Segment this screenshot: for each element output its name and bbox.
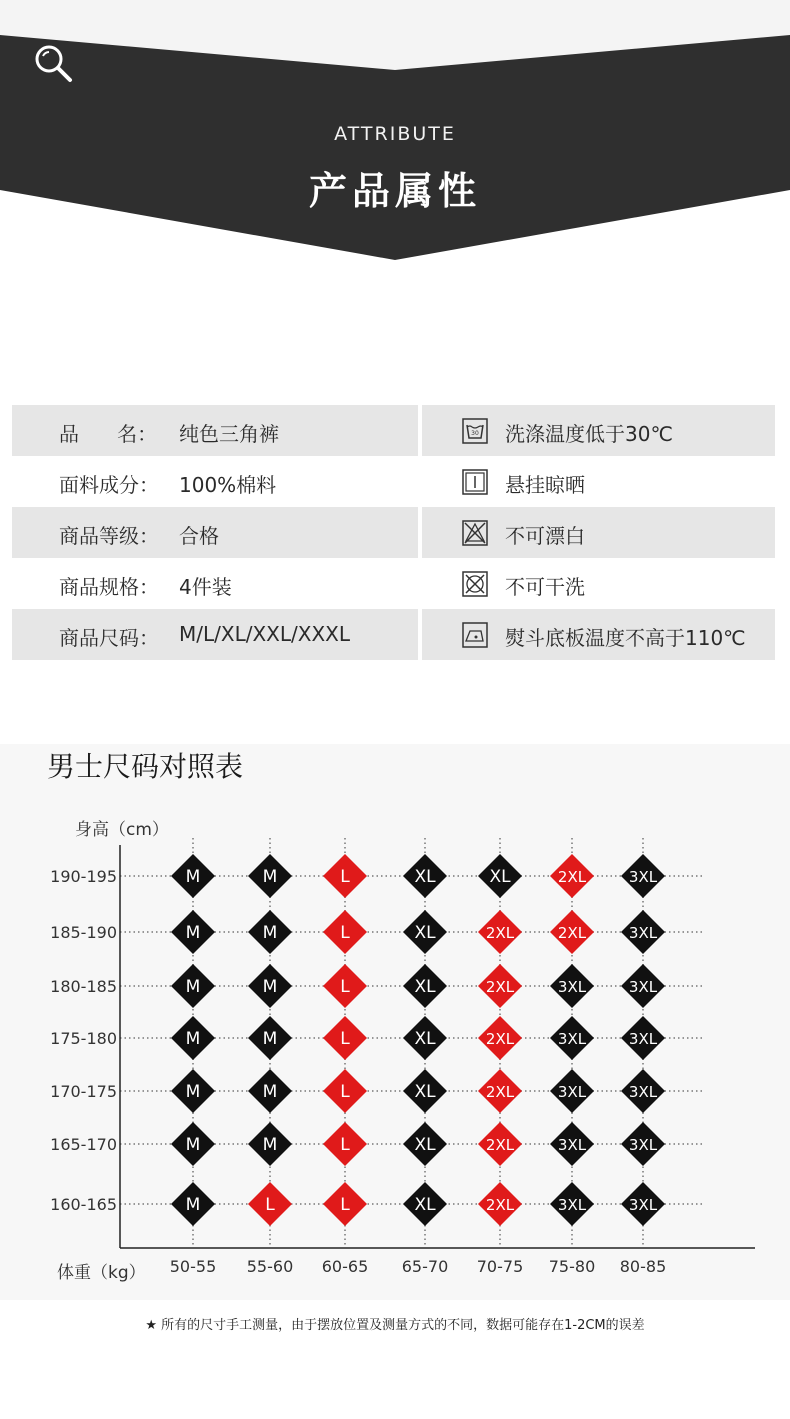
size-label: XL <box>414 1195 436 1215</box>
size-label: L <box>340 867 350 887</box>
measurement-footnote: ★ 所有的尺寸手工测量，由于摆放位置及测量方式的不同，数据可能存在1-2CM的误差 <box>145 1318 645 1333</box>
x-axis-label: 体重（kg） <box>57 1263 146 1283</box>
size-label: M <box>185 1195 201 1215</box>
size-label: M <box>262 923 278 943</box>
attribute-title-cn: 产品属性 <box>308 169 481 213</box>
attribute-row <box>12 609 775 660</box>
size-label: 3XL <box>628 1196 658 1214</box>
attribute-row <box>12 456 775 507</box>
iron-110-icon <box>462 622 488 648</box>
attribute-label: 品 名： <box>59 422 158 446</box>
attribute-value: 4件装 <box>179 575 232 599</box>
attribute-cell <box>12 405 418 456</box>
size-label: L <box>340 1082 350 1102</box>
size-label: 3XL <box>628 868 658 886</box>
attribute-value: 合格 <box>179 524 219 548</box>
care-text: 不可干洗 <box>505 575 585 599</box>
size-label: 2XL <box>485 924 515 942</box>
no-dry-clean-icon <box>462 571 488 597</box>
size-label: L <box>340 977 350 997</box>
attribute-value: 纯色三角裤 <box>179 422 279 446</box>
size-label: M <box>262 867 278 887</box>
attribute-cell <box>12 558 418 609</box>
size-label: L <box>340 1135 350 1155</box>
size-label: 2XL <box>557 924 587 942</box>
size-label: M <box>185 867 201 887</box>
size-label: L <box>340 923 350 943</box>
size-label: 2XL <box>485 1136 515 1154</box>
size-label: XL <box>414 1082 436 1102</box>
size-label: XL <box>414 1135 436 1155</box>
size-label: L <box>340 1029 350 1049</box>
weight-tick-label: 60-65 <box>321 1257 369 1276</box>
size-label: M <box>262 977 278 997</box>
size-label: M <box>185 923 201 943</box>
attribute-value: M/L/XL/XXL/XXXL <box>179 622 350 646</box>
attribute-cell <box>12 456 418 507</box>
weight-tick-label: 55-60 <box>246 1257 294 1276</box>
size-label: L <box>340 1195 350 1215</box>
wash-30-icon <box>462 418 488 444</box>
size-label: 3XL <box>628 978 658 996</box>
size-label: M <box>185 1029 201 1049</box>
size-label: M <box>185 1082 201 1102</box>
care-cell <box>422 507 775 558</box>
attribute-label: 面料成分： <box>59 473 159 497</box>
size-label: XL <box>414 1029 436 1049</box>
size-label: M <box>185 1135 201 1155</box>
attribute-row <box>12 558 775 609</box>
size-label: M <box>262 1082 278 1102</box>
size-label: 2XL <box>557 868 587 886</box>
attribute-row <box>12 507 775 558</box>
height-tick-label: 160-165 <box>50 1195 117 1214</box>
size-label: M <box>262 1135 278 1155</box>
care-text: 悬挂晾晒 <box>505 473 585 497</box>
height-tick-label: 190-195 <box>50 867 117 886</box>
weight-tick-label: 70-75 <box>476 1257 524 1276</box>
attribute-title-en: ATTRIBUTE <box>334 123 456 145</box>
size-label: 2XL <box>485 978 515 996</box>
size-label: 3XL <box>557 1196 587 1214</box>
height-tick-label: 180-185 <box>50 977 117 996</box>
size-label: M <box>185 977 201 997</box>
care-cell <box>422 405 775 456</box>
height-tick-label: 185-190 <box>50 923 117 942</box>
care-text: 不可漂白 <box>505 524 585 548</box>
size-label: 2XL <box>485 1030 515 1048</box>
size-label: XL <box>414 923 436 943</box>
attribute-row <box>12 405 775 456</box>
attribute-label: 商品尺码： <box>59 626 159 650</box>
care-text: 熨斗底板温度不高于110℃ <box>505 626 746 650</box>
size-label: 3XL <box>628 924 658 942</box>
height-tick-label: 175-180 <box>50 1029 117 1048</box>
attribute-cell <box>12 609 418 660</box>
size-label: 3XL <box>557 978 587 996</box>
search-icon[interactable] <box>32 42 76 86</box>
height-tick-label: 165-170 <box>50 1135 117 1154</box>
attribute-label: 商品等级： <box>59 524 159 548</box>
size-label: 3XL <box>557 1136 587 1154</box>
size-label: 2XL <box>485 1196 515 1214</box>
size-label: XL <box>489 867 511 887</box>
size-label: XL <box>414 977 436 997</box>
no-bleach-icon <box>462 520 488 546</box>
weight-tick-label: 50-55 <box>169 1257 217 1276</box>
size-label: 3XL <box>628 1083 658 1101</box>
size-label: M <box>262 1029 278 1049</box>
care-text: 洗涤温度低于30℃ <box>505 422 673 446</box>
care-cell <box>422 609 775 660</box>
size-chart <box>0 800 790 1300</box>
size-label: L <box>265 1195 275 1215</box>
care-cell <box>422 456 775 507</box>
care-cell <box>422 558 775 609</box>
height-tick-label: 170-175 <box>50 1082 117 1101</box>
size-label: 3XL <box>557 1083 587 1101</box>
size-label: 3XL <box>628 1136 658 1154</box>
size-label: 3XL <box>557 1030 587 1048</box>
y-axis-label: 身高（cm） <box>75 820 169 840</box>
size-label: XL <box>414 867 436 887</box>
size-label: 2XL <box>485 1083 515 1101</box>
size-label: 3XL <box>628 1030 658 1048</box>
attribute-label: 商品规格： <box>59 575 159 599</box>
attribute-cell <box>12 507 418 558</box>
weight-tick-label: 75-80 <box>548 1257 596 1276</box>
attribute-value: 100%棉料 <box>179 473 277 497</box>
hang-dry-icon <box>462 469 488 495</box>
svg-text:30: 30 <box>471 430 479 437</box>
size-chart-title: 男士尺码对照表 <box>47 750 244 783</box>
weight-tick-label: 80-85 <box>619 1257 667 1276</box>
weight-tick-label: 65-70 <box>401 1257 449 1276</box>
